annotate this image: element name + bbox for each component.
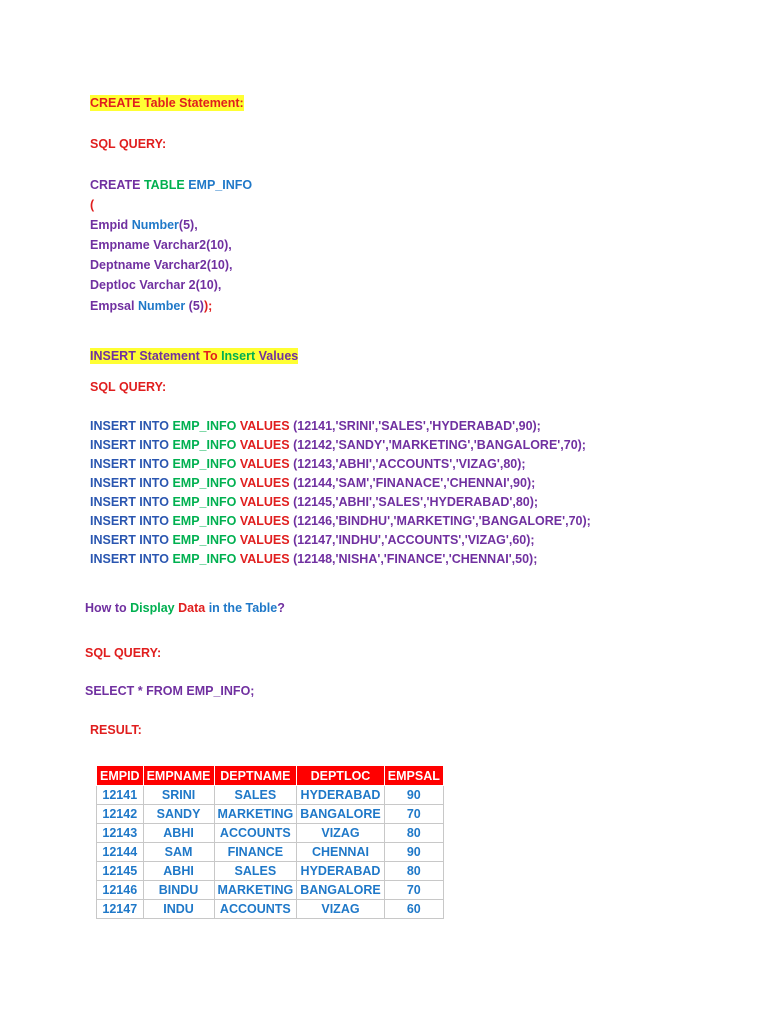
table-cell: 80 <box>384 824 443 843</box>
insert-statement <box>90 551 537 567</box>
create-line <box>90 177 252 193</box>
insert-keyword: INSERT INTO <box>90 476 169 490</box>
table-cell: ABHI <box>143 862 214 881</box>
insert-keyword: INSERT INTO <box>90 533 169 547</box>
column-type: Number <box>131 218 179 232</box>
column-def <box>90 217 198 233</box>
column-name: Empsal <box>90 299 135 313</box>
table-cell: 90 <box>384 843 443 862</box>
display-sql-label: SQL QUERY: <box>85 646 162 660</box>
table-cell: BINDU <box>143 881 214 900</box>
table-cell: BANGALORE <box>297 881 385 900</box>
values-tuple: (12147,'INDHU','ACCOUNTS','VIZAG',60); <box>293 533 535 547</box>
column-header: DEPTNAME <box>214 766 297 786</box>
values-tuple: (12145,'ABHI','SALES','HYDERABAD',80); <box>293 495 539 509</box>
table-cell: 70 <box>384 881 443 900</box>
table-row <box>97 900 444 919</box>
heading-word: Values <box>258 349 299 363</box>
insert-keyword: INSERT INTO <box>90 457 169 471</box>
column-def <box>90 237 232 253</box>
insert-statement <box>90 475 535 491</box>
table-cell: 90 <box>384 786 443 805</box>
table-cell: 12145 <box>97 862 144 881</box>
table-cell: 80 <box>384 862 443 881</box>
column-header: EMPNAME <box>143 766 214 786</box>
column-def <box>90 277 221 293</box>
table-cell: ACCOUNTS <box>214 900 297 919</box>
column-name: Deptname <box>90 258 151 272</box>
table-name: EMP_INFO <box>172 419 237 433</box>
table-cell: 12142 <box>97 805 144 824</box>
table-cell: ABHI <box>143 824 214 843</box>
table-keyword: TABLE <box>143 178 185 192</box>
create-heading: CREATE Table Statement: <box>90 96 244 110</box>
question-part: in the Table <box>208 601 278 615</box>
heading-word: INSERT <box>90 349 136 363</box>
insert-statement <box>90 437 586 453</box>
table-name: EMP_INFO <box>172 533 237 547</box>
column-size: (10), <box>206 258 233 272</box>
column-size: (10), <box>195 278 222 292</box>
table-cell: BANGALORE <box>297 805 385 824</box>
column-name: Empname <box>90 238 150 252</box>
select-query: SELECT * FROM EMP_INFO; <box>85 684 255 698</box>
table-cell: VIZAG <box>297 900 385 919</box>
result-label: RESULT: <box>90 723 142 737</box>
table-cell: INDU <box>143 900 214 919</box>
column-size: (10), <box>206 238 232 252</box>
column-type: Varchar 2 <box>139 278 196 292</box>
values-tuple: (12146,'BINDHU','MARKETING','BANGALORE',70); <box>293 514 591 528</box>
insert-keyword: INSERT INTO <box>90 552 169 566</box>
insert-statement <box>90 456 526 472</box>
table-name: EMP_INFO <box>172 438 237 452</box>
table-cell: 60 <box>384 900 443 919</box>
table-row <box>97 786 444 805</box>
insert-statement <box>90 532 535 548</box>
table-cell: SALES <box>214 786 297 805</box>
table-cell: 12143 <box>97 824 144 843</box>
values-tuple: (12142,'SANDY','MARKETING','BANGALORE',70); <box>293 438 586 452</box>
table-cell: SRINI <box>143 786 214 805</box>
column-def <box>90 298 212 314</box>
table-name: EMP_INFO <box>188 178 253 192</box>
insert-statement <box>90 494 538 510</box>
column-header: DEPTLOC <box>297 766 385 786</box>
statement-end: ); <box>203 299 213 313</box>
table-cell: MARKETING <box>214 805 297 824</box>
insert-heading <box>90 348 298 364</box>
table-cell: 12141 <box>97 786 144 805</box>
column-type: Number <box>137 299 186 313</box>
column-size: (5) <box>188 299 204 313</box>
question-part: Display <box>130 601 175 615</box>
insert-keyword: INSERT INTO <box>90 419 169 433</box>
table-name: EMP_INFO <box>172 514 237 528</box>
table-row <box>97 843 444 862</box>
values-tuple: (12143,'ABHI','ACCOUNTS','VIZAG',80); <box>293 457 526 471</box>
table-name: EMP_INFO <box>172 495 237 509</box>
table-cell: CHENNAI <box>297 843 385 862</box>
table-cell: 70 <box>384 805 443 824</box>
column-type: Varchar2 <box>153 258 207 272</box>
insert-keyword: INSERT INTO <box>90 438 169 452</box>
column-size: (5), <box>178 218 198 232</box>
display-question <box>85 600 285 616</box>
insert-keyword: INSERT INTO <box>90 514 169 528</box>
table-row <box>97 881 444 900</box>
result-table <box>96 765 444 919</box>
column-header: EMPSAL <box>384 766 443 786</box>
values-keyword: VALUES <box>239 419 290 433</box>
table-row <box>97 862 444 881</box>
insert-statement <box>90 418 541 434</box>
table-cell: VIZAG <box>297 824 385 843</box>
create-keyword: CREATE <box>90 178 141 192</box>
table-header-row <box>97 766 444 786</box>
question-part: How to <box>85 601 127 615</box>
table-name: EMP_INFO <box>172 457 237 471</box>
table-name: EMP_INFO <box>172 552 237 566</box>
table-cell: 12147 <box>97 900 144 919</box>
table-cell: ACCOUNTS <box>214 824 297 843</box>
table-cell: SANDY <box>143 805 214 824</box>
table-cell: HYDERABAD <box>297 862 385 881</box>
values-keyword: VALUES <box>239 552 290 566</box>
table-cell: 12144 <box>97 843 144 862</box>
values-keyword: VALUES <box>239 457 290 471</box>
table-cell: HYDERABAD <box>297 786 385 805</box>
question-part: Data <box>178 601 206 615</box>
values-keyword: VALUES <box>239 476 290 490</box>
column-header: EMPID <box>97 766 144 786</box>
create-sql-label: SQL QUERY: <box>90 137 167 151</box>
column-name: Empid <box>90 218 129 232</box>
values-tuple: (12144,'SAM','FINANACE','CHENNAI',90); <box>293 476 536 490</box>
insert-keyword: INSERT INTO <box>90 495 169 509</box>
table-name: EMP_INFO <box>172 476 237 490</box>
table-row <box>97 824 444 843</box>
table-cell: 12146 <box>97 881 144 900</box>
column-def <box>90 257 232 273</box>
values-tuple: (12141,'SRINI','SALES','HYDERABAD',90); <box>293 419 541 433</box>
values-keyword: VALUES <box>239 514 290 528</box>
table-cell: SALES <box>214 862 297 881</box>
values-keyword: VALUES <box>239 438 290 452</box>
values-keyword: VALUES <box>239 495 290 509</box>
values-keyword: VALUES <box>239 533 290 547</box>
heading-word: Insert <box>221 349 256 363</box>
open-paren: ( <box>90 198 95 212</box>
table-cell: FINANCE <box>214 843 297 862</box>
table-cell: MARKETING <box>214 881 297 900</box>
question-part: ? <box>277 601 285 615</box>
table-cell: SAM <box>143 843 214 862</box>
heading-word: Statement <box>139 349 200 363</box>
insert-sql-label: SQL QUERY: <box>90 380 167 394</box>
insert-statement <box>90 513 591 529</box>
values-tuple: (12148,'NISHA','FINANCE','CHENNAI',50); <box>293 552 538 566</box>
column-name: Deptloc <box>90 278 136 292</box>
table-row <box>97 805 444 824</box>
heading-word: To <box>203 349 218 363</box>
column-type: Varchar2 <box>153 238 207 252</box>
